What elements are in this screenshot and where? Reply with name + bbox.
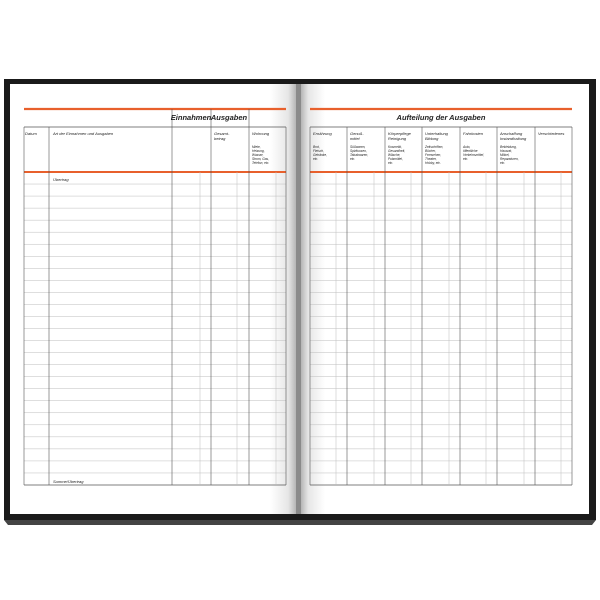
distribution-column-note: Hobby, etc. <box>425 161 441 165</box>
distribution-column-note: Fleisch, <box>313 149 324 153</box>
distribution-column-title: Anschaffung <box>500 131 523 136</box>
distribution-column-note: Kosmetik, <box>388 145 402 149</box>
distribution-column-title: Unterhaltung <box>425 131 448 136</box>
distribution-column-note: Getränke, <box>313 153 327 157</box>
distribution-column-note: Theater, <box>425 157 437 161</box>
distribution-column-note: Wäsche, <box>388 153 401 157</box>
distribution-header: Aufteilung der Ausgaben <box>396 113 486 122</box>
distribution-column-note: etc. <box>388 161 394 165</box>
distribution-column-note: Bekleidung, <box>500 145 517 149</box>
distribution-column-title: Genuß- <box>350 131 364 136</box>
col-housing-label: Wohnung <box>252 131 270 136</box>
book-spine <box>296 84 301 514</box>
distribution-column-note: öffentliche <box>463 149 478 153</box>
housing-note-1: Miete, <box>252 145 261 149</box>
distribution-column-note: Zeitschriften, <box>425 145 444 149</box>
distribution-column-note: etc. <box>313 157 319 161</box>
sum-carry-label: Summe/Übertrag <box>53 479 84 484</box>
col-total-label-1: Gesamt- <box>214 131 230 136</box>
book-cover-shadow <box>4 520 596 525</box>
carry-in-label: Übertrag <box>53 177 69 182</box>
distribution-column-note: Süßwaren, <box>350 145 366 149</box>
header-income: Einnahmen <box>170 113 212 122</box>
housing-note-2: Heizung, <box>252 149 265 153</box>
right-page <box>301 84 589 514</box>
distribution-column-title: Bildung <box>425 136 439 141</box>
distribution-column-title: Körperpflege <box>388 131 411 136</box>
col-date-label: Datum <box>25 131 37 136</box>
distribution-column-title: Ernährung <box>313 131 332 136</box>
distribution-column-note: Bücher, <box>425 149 436 153</box>
distribution-column-title: mittel <box>350 136 360 141</box>
distribution-column-note: Reparaturen, <box>500 157 519 161</box>
housing-note-4: Strom, Gas, <box>252 157 270 161</box>
distribution-column-title: Reinigung <box>388 136 407 141</box>
distribution-column-note: Brot, <box>313 145 320 149</box>
distribution-column-note: Hausrat, <box>500 149 513 153</box>
distribution-column-title: Fahrkosten <box>463 131 484 136</box>
header-expenses: Ausgaben <box>210 113 248 122</box>
distribution-column-note: Auto, <box>463 145 471 149</box>
distribution-column-note: etc. <box>350 157 356 161</box>
distribution-column-note: Gesundheit, <box>388 149 406 153</box>
col-total-label-2: betrag <box>214 136 226 141</box>
distribution-column-note: etc. <box>463 157 469 161</box>
housing-note-3: Wasser, <box>252 153 264 157</box>
distribution-column-note: Tabakwaren, <box>350 153 369 157</box>
distribution-column-title: Instandhaltung <box>500 136 527 141</box>
distribution-column-note: etc. <box>500 161 506 165</box>
distribution-column-note: Möbel, <box>500 153 510 157</box>
distribution-column-note: Spirituosen, <box>350 149 367 153</box>
distribution-column-note: Putzmittel, <box>388 157 403 161</box>
distribution-column-note: Fernsehen, <box>425 153 442 157</box>
distribution-column-note: Verkehrsmittel, <box>463 153 485 157</box>
col-type-label: Art der Einnahmen und Ausgaben <box>53 131 114 136</box>
distribution-column-title: Verschiedenes <box>538 131 565 136</box>
housing-note-5: Telefon, etc. <box>252 161 270 165</box>
